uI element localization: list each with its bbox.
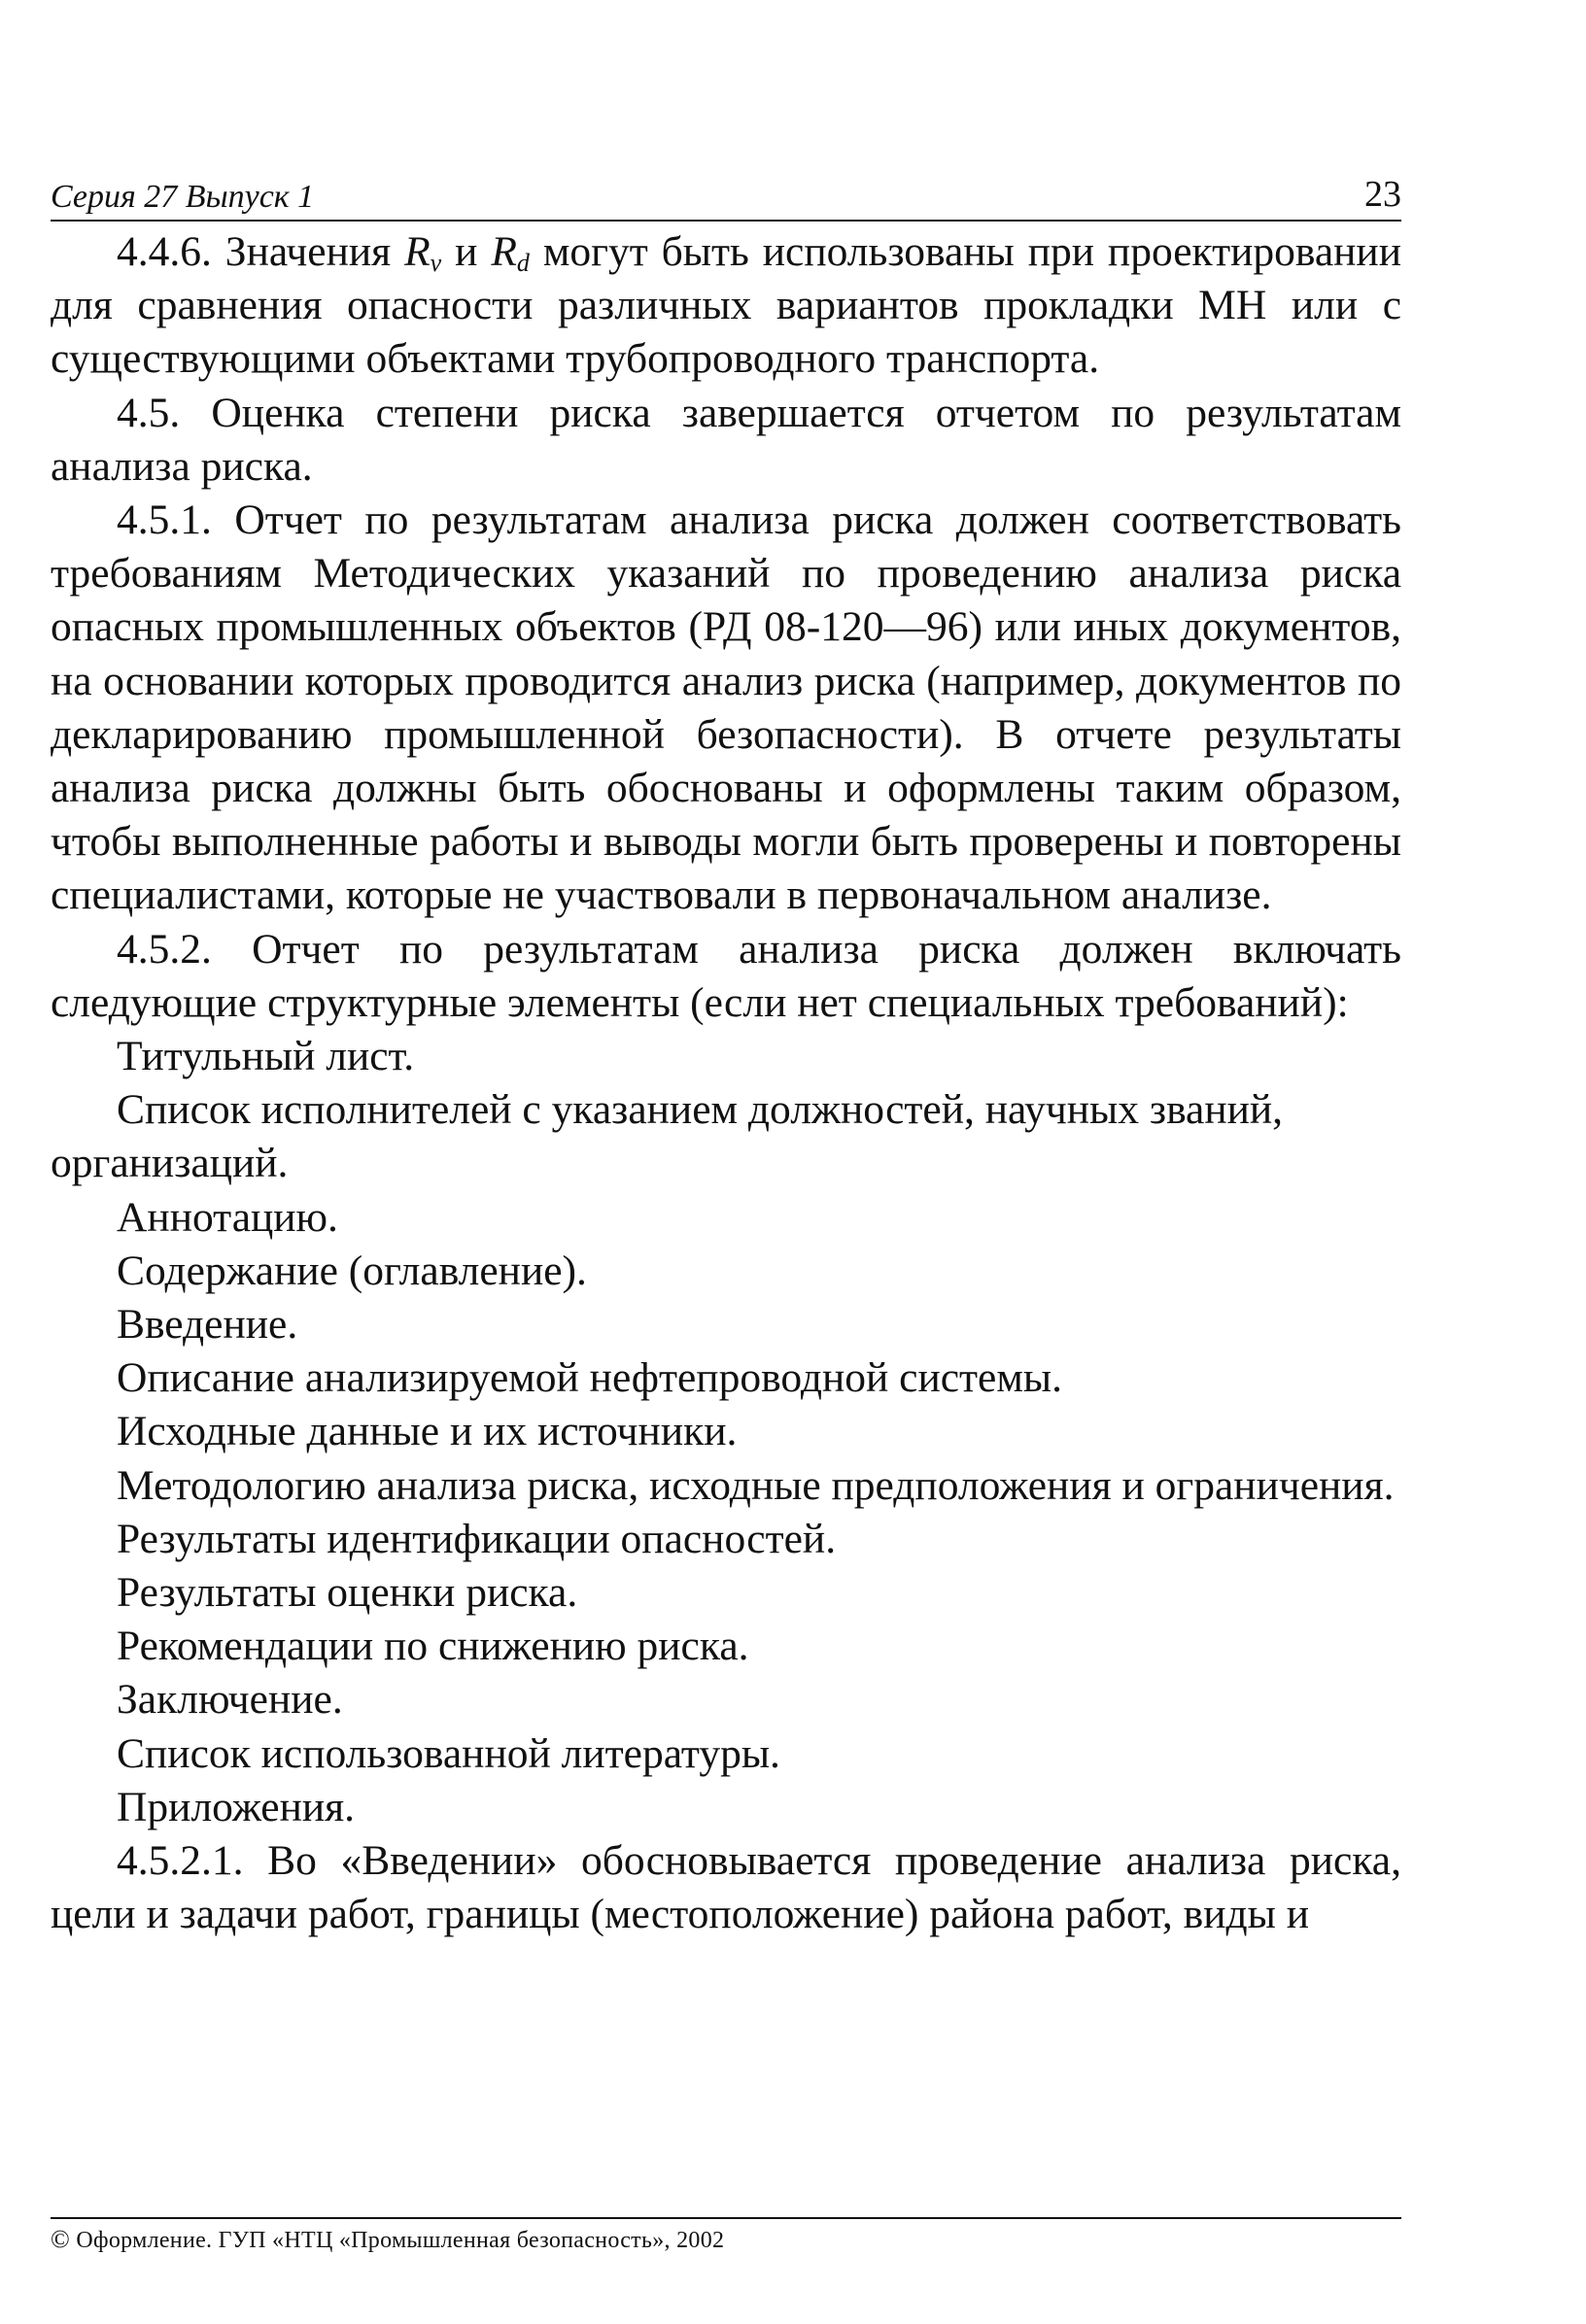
list-item-appendices: Приложения. (117, 1783, 356, 1830)
list-item-title-page: Титульный лист. (117, 1033, 415, 1080)
list-item-annotation: Аннотацию. (117, 1193, 338, 1241)
paragraph-4-5: 4.5. Оценка степени риска завершается отчетом по результатам анализа риска. (51, 389, 1401, 490)
list-item-system-description: Описание анализируемой нефтепроводной системы. (117, 1354, 1062, 1402)
list-item-executors: Список исполнителей с указанием должностей, научных званий, организаций. (51, 1086, 1284, 1187)
copyright-text: Оформление. ГУП «НТЦ «Промышленная безопасность», 2002 (76, 2228, 725, 2253)
page-number: 23 (1364, 174, 1401, 215)
list-item-recommendations: Рекомендации по снижению риска. (117, 1623, 749, 1670)
paragraph-4-5-2-1: 4.5.2.1. Во «Введении» обосновывается проведение анализа риска, цели и задачи работ, границы (местоположение) района работ, виды и (51, 1837, 1401, 1938)
symbol-r-v: $R_v$ (404, 228, 442, 277)
paragraph-4-4-6: 4.4.6. Значения $R_v$ и $R_d$ могут быть использованы при проектировании для сравнения опасности различных вариантов прокладки МН или с существующими объектами трубопроводного транспорта. (51, 228, 1401, 383)
paragraph-4-5-1: 4.5.1. Отчет по результатам анализа риска должен соответствовать требованиям Методических указаний по проведению анализа риска опасных промышленных объектов (РД 08-120—96) или иных документов, на основании которых проводится анализ риска (например, документов по декларированию промышленной безопасности). В отчете результаты анализа риска должны быть обоснованы и оформлены таким образом, чтобы выполненные работы и выводы могли быть проверены и повторены специалистами, которые не участвовали в первоначальном анализе. (51, 496, 1401, 919)
series-issue-label: Серия 27 Выпуск 1 (51, 179, 315, 215)
page-body (51, 225, 1401, 1942)
symbol-r-d: $R_d$ (491, 228, 530, 277)
list-item-methodology: Методологию анализа риска, исходные предположения и ограничения. (117, 1461, 1395, 1509)
list-item-conclusion: Заключение. (117, 1676, 343, 1724)
list-item-hazard-results: Результаты идентификации опасностей. (117, 1515, 837, 1562)
paragraph-4-5-2: 4.5.2. Отчет по результатам анализа риска должен включать следующие структурные элементы (если нет специальных требований): (51, 925, 1401, 1026)
list-item-introduction: Введение. (117, 1301, 298, 1349)
list-item-risk-results: Результаты оценки риска. (117, 1569, 578, 1617)
copyright-footer (51, 2217, 1401, 2254)
list-item-source-data: Исходные данные и их источники. (117, 1408, 738, 1455)
list-item-references: Список использованной литературы. (117, 1729, 780, 1777)
list-item-contents: Содержание (оглавление). (117, 1247, 587, 1294)
running-header (51, 167, 1401, 222)
copyright-symbol: © (51, 2225, 71, 2253)
